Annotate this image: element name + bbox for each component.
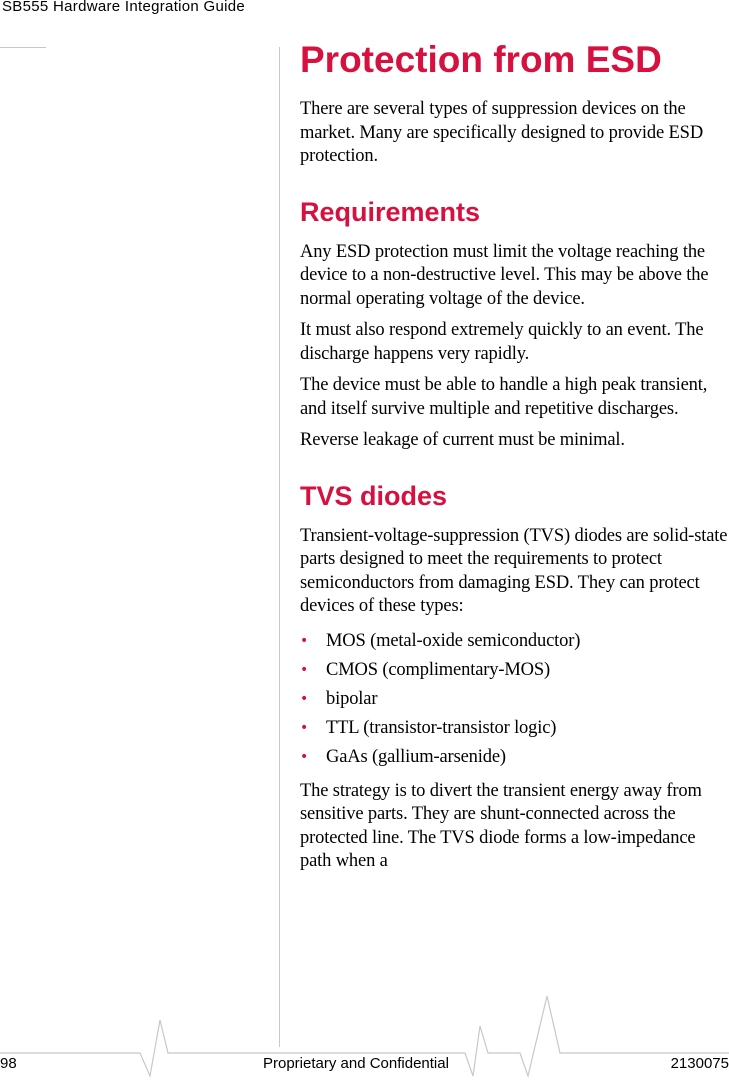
list-item <box>300 714 729 743</box>
list-item <box>300 656 729 685</box>
requirements-heading: Requirements <box>300 196 481 227</box>
list-item-text: MOS (metal-oxide semiconductor) <box>326 630 581 651</box>
requirements-paragraph-4: Reverse leakage of current must be minimal. <box>300 430 625 450</box>
footer-confidential: Proprietary and Confidential <box>263 1055 449 1072</box>
page-title: Protection from ESD <box>300 39 662 80</box>
list-item-text: CMOS (complimentary-MOS) <box>326 659 551 680</box>
requirements-paragraph-3: The device must be able to handle a high peak transient, and itself survive multiple and repetitive discharges. <box>300 375 708 419</box>
list-item <box>300 685 729 714</box>
bullet-icon: • <box>300 719 309 736</box>
list-item <box>300 627 729 656</box>
header-rule <box>0 47 46 48</box>
margin-rule <box>279 47 280 1047</box>
list-item-text: TTL (transistor-transistor logic) <box>326 717 557 738</box>
requirements-paragraph-2: It must also respond extremely quickly to an event. The discharge happens very rapidly. <box>300 320 704 364</box>
document-number: 2130075 <box>670 1055 729 1072</box>
page-number: 98 <box>0 1055 17 1072</box>
bullet-icon: • <box>300 632 309 649</box>
bullet-icon: • <box>300 690 309 707</box>
tvs-heading: TVS diodes <box>300 480 448 511</box>
device-type-list <box>300 627 729 772</box>
bullet-icon: • <box>300 661 309 678</box>
intro-paragraph: There are several types of suppression devices on the market. Many are specifically designed to provide ESD protection. <box>300 99 704 166</box>
tvs-intro-paragraph: Transient-voltage-suppression (TVS) diodes are solid-state parts designed to meet the requirements to protect semiconductors from damaging ESD. They can protect devices of these types: <box>300 525 728 616</box>
list-item-text: bipolar <box>326 688 378 709</box>
page-content <box>300 36 729 882</box>
list-item <box>300 743 729 772</box>
bullet-icon: • <box>300 748 309 765</box>
list-item-text: GaAs (gallium-arsenide) <box>326 746 506 767</box>
running-header: SB555 Hardware Integration Guide <box>2 0 246 15</box>
tvs-outro-paragraph: The strategy is to divert the transient energy away from sensitive parts. They are shunt-connected across the protected line. The TVS diode forms a low-impedance path when a <box>300 780 702 871</box>
requirements-paragraph-1: Any ESD protection must limit the voltage reaching the device to a non-destructive level. This may be above the normal operating voltage of the device. <box>300 241 709 309</box>
